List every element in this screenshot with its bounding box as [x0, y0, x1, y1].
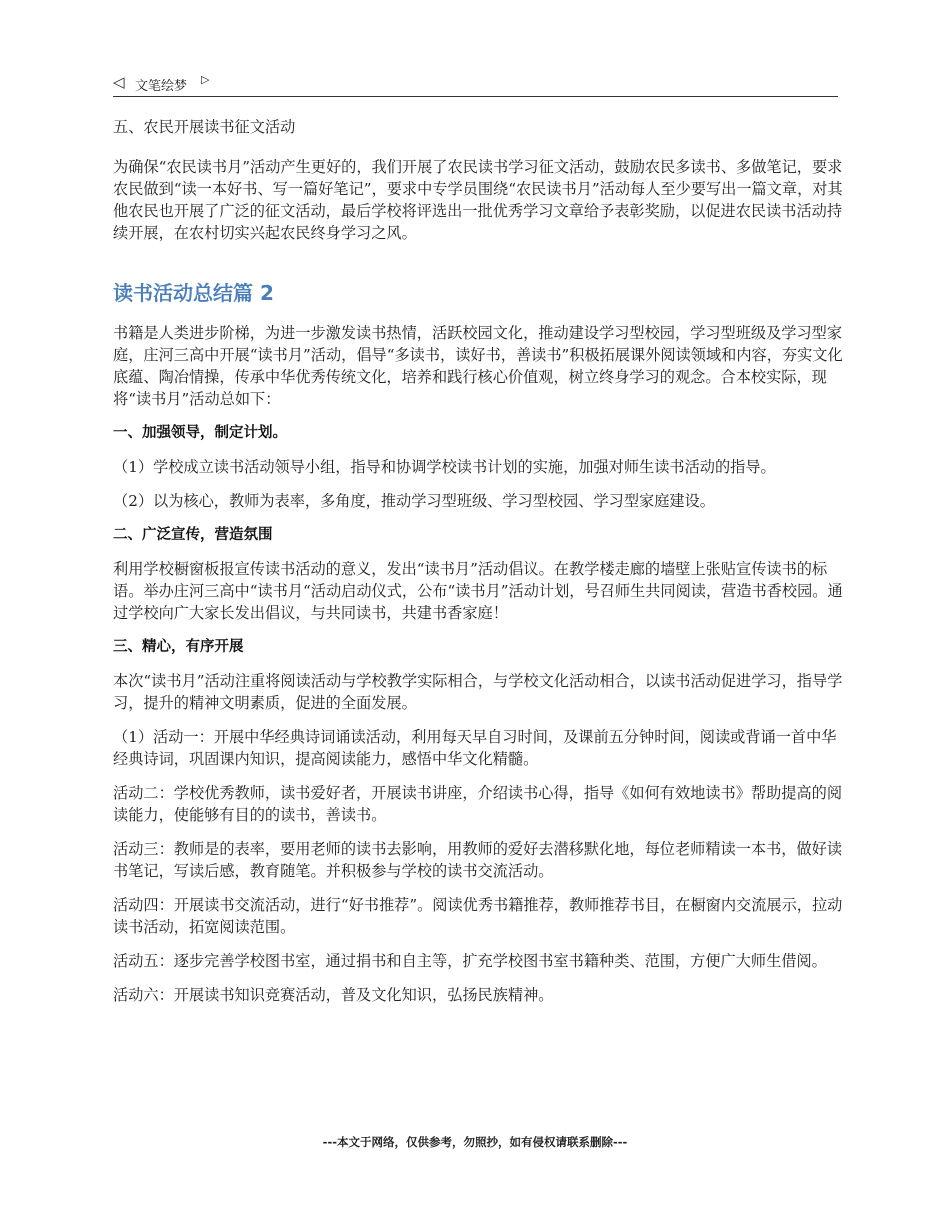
section-one-paragraph-2: （2）以为核心，教师为表率，多角度，推动学习型班级、学习型校园、学习型家庭建设。 — [113, 492, 715, 510]
footer-notice: ---本文于网络，仅供参考，勿照抄，如有侵权请联系删除--- — [322, 1135, 628, 1149]
section-one-paragraph-1: （1）学校成立读书活动领导小组，指导和协调学校读书计划的实施，加强对师生读书活动的指导。 — [113, 458, 776, 476]
section-three-paragraph-1: 本次“读书月”活动注重将阅读活动与学校教学实际相合，与学校文化活动相合，以读书活动促进学习，指导学习，提升的精神文明素质，促进的全面发展。 — [113, 672, 843, 712]
activity-six-paragraph: 活动六：开展读书知识竞赛活动，普及文化知识，弘扬民族精神。 — [113, 986, 554, 1004]
brand-label: 文笔绘梦 — [135, 79, 188, 94]
section-heading-five: 五、农民开展读书征文活动 — [113, 118, 296, 136]
section-one-heading: 一、加强领导，制定计划。 — [113, 425, 287, 441]
activity-three-paragraph: 活动三：教师是的表率，要用老师的读书去影响，用教师的爱好去潜移默化地，每位老师精读一本书，做好读书笔记，写读后感，教育随笔。并积极参与学校的读书交流活动。 — [113, 840, 842, 880]
document-body — [113, 114, 843, 1018]
section-five-paragraph: 为确保“农民读书月”活动产生更好的，我们开展了农民读书学习征文活动，鼓励农民多读书、多做笔记，要求农民做到“读一本好书、写一篇好笔记”，要求中专学员围绕“农民读书月”活动每人至少要写出一篇文章，对其他农民也开展了广泛的征文活动，最后学校将评选出一批优秀学习文章给予表彰奖励，以促进农民读书活动持续开展，在农村切实兴起农民终身学习之风。 — [113, 158, 843, 242]
activity-two-paragraph: 活动二：学校优秀教师，读书爱好者，开展读书讲座，介绍读书心得，指导《如何有效地读书》帮助提高的阅读能力，使能够有目的的读书，善读书。 — [113, 784, 842, 824]
activity-four-paragraph: 活动四：开展读书交流活动，进行“好书推荐”。阅读优秀书籍推荐，教师推荐书目，在橱窗内交流展示，拉动读书活动，拓宽阅读范围。 — [113, 896, 843, 936]
section-three-heading: 三、精心，有序开展 — [113, 639, 244, 655]
triangle-left-icon: ◁ — [113, 73, 125, 91]
intro-paragraph: 书籍是人类进步阶梯，为进一步激发读书热情，活跃校园文化，推动建设学习型校园，学习型班级及学习型家庭，庄河三高中开展“读书月”活动，倡导“多读书，读好书，善读书”积极拓展课外阅读领域和内容，夯实文化底蕴、陶冶情操，传承中华优秀传统文化，培养和践行核心价值观，树立终身学习的观念。合本校实际，现将“读书月”活动总如下： — [113, 324, 843, 408]
activity-one-paragraph: （1）活动一：开展中华经典诗词诵读活动，利用每天早自习时间，及课前五分钟时间，阅读或背诵一首中华经典诗词，巩固课内知识，提高阅读能力，感悟中华文化精髓。 — [113, 728, 837, 768]
section-two-heading: 二、广泛宣传，营造氛围 — [113, 527, 273, 543]
article-title: 读书活动总结篇 2 — [113, 281, 274, 305]
section-two-paragraph: 利用学校橱窗板报宣传读书活动的意义，发出“读书月”活动倡议。在教学楼走廊的墙壁上张贴宣传读书的标语。举办庄河三高中“读书月“活动启动仪式，公布“读书月”活动计划，号召师生共同阅读，营造书香校园。通过学校向广大家长发出倡议，与共同读书，共建书香家庭！ — [113, 560, 843, 622]
triangle-right-icon: ▷ — [201, 73, 210, 86]
activity-five-paragraph: 活动五：逐步完善学校图书室，通过捐书和自主等，扩充学校图书室书籍种类、范围，方便广大师生借阅。 — [113, 952, 827, 970]
page-header — [113, 70, 838, 97]
